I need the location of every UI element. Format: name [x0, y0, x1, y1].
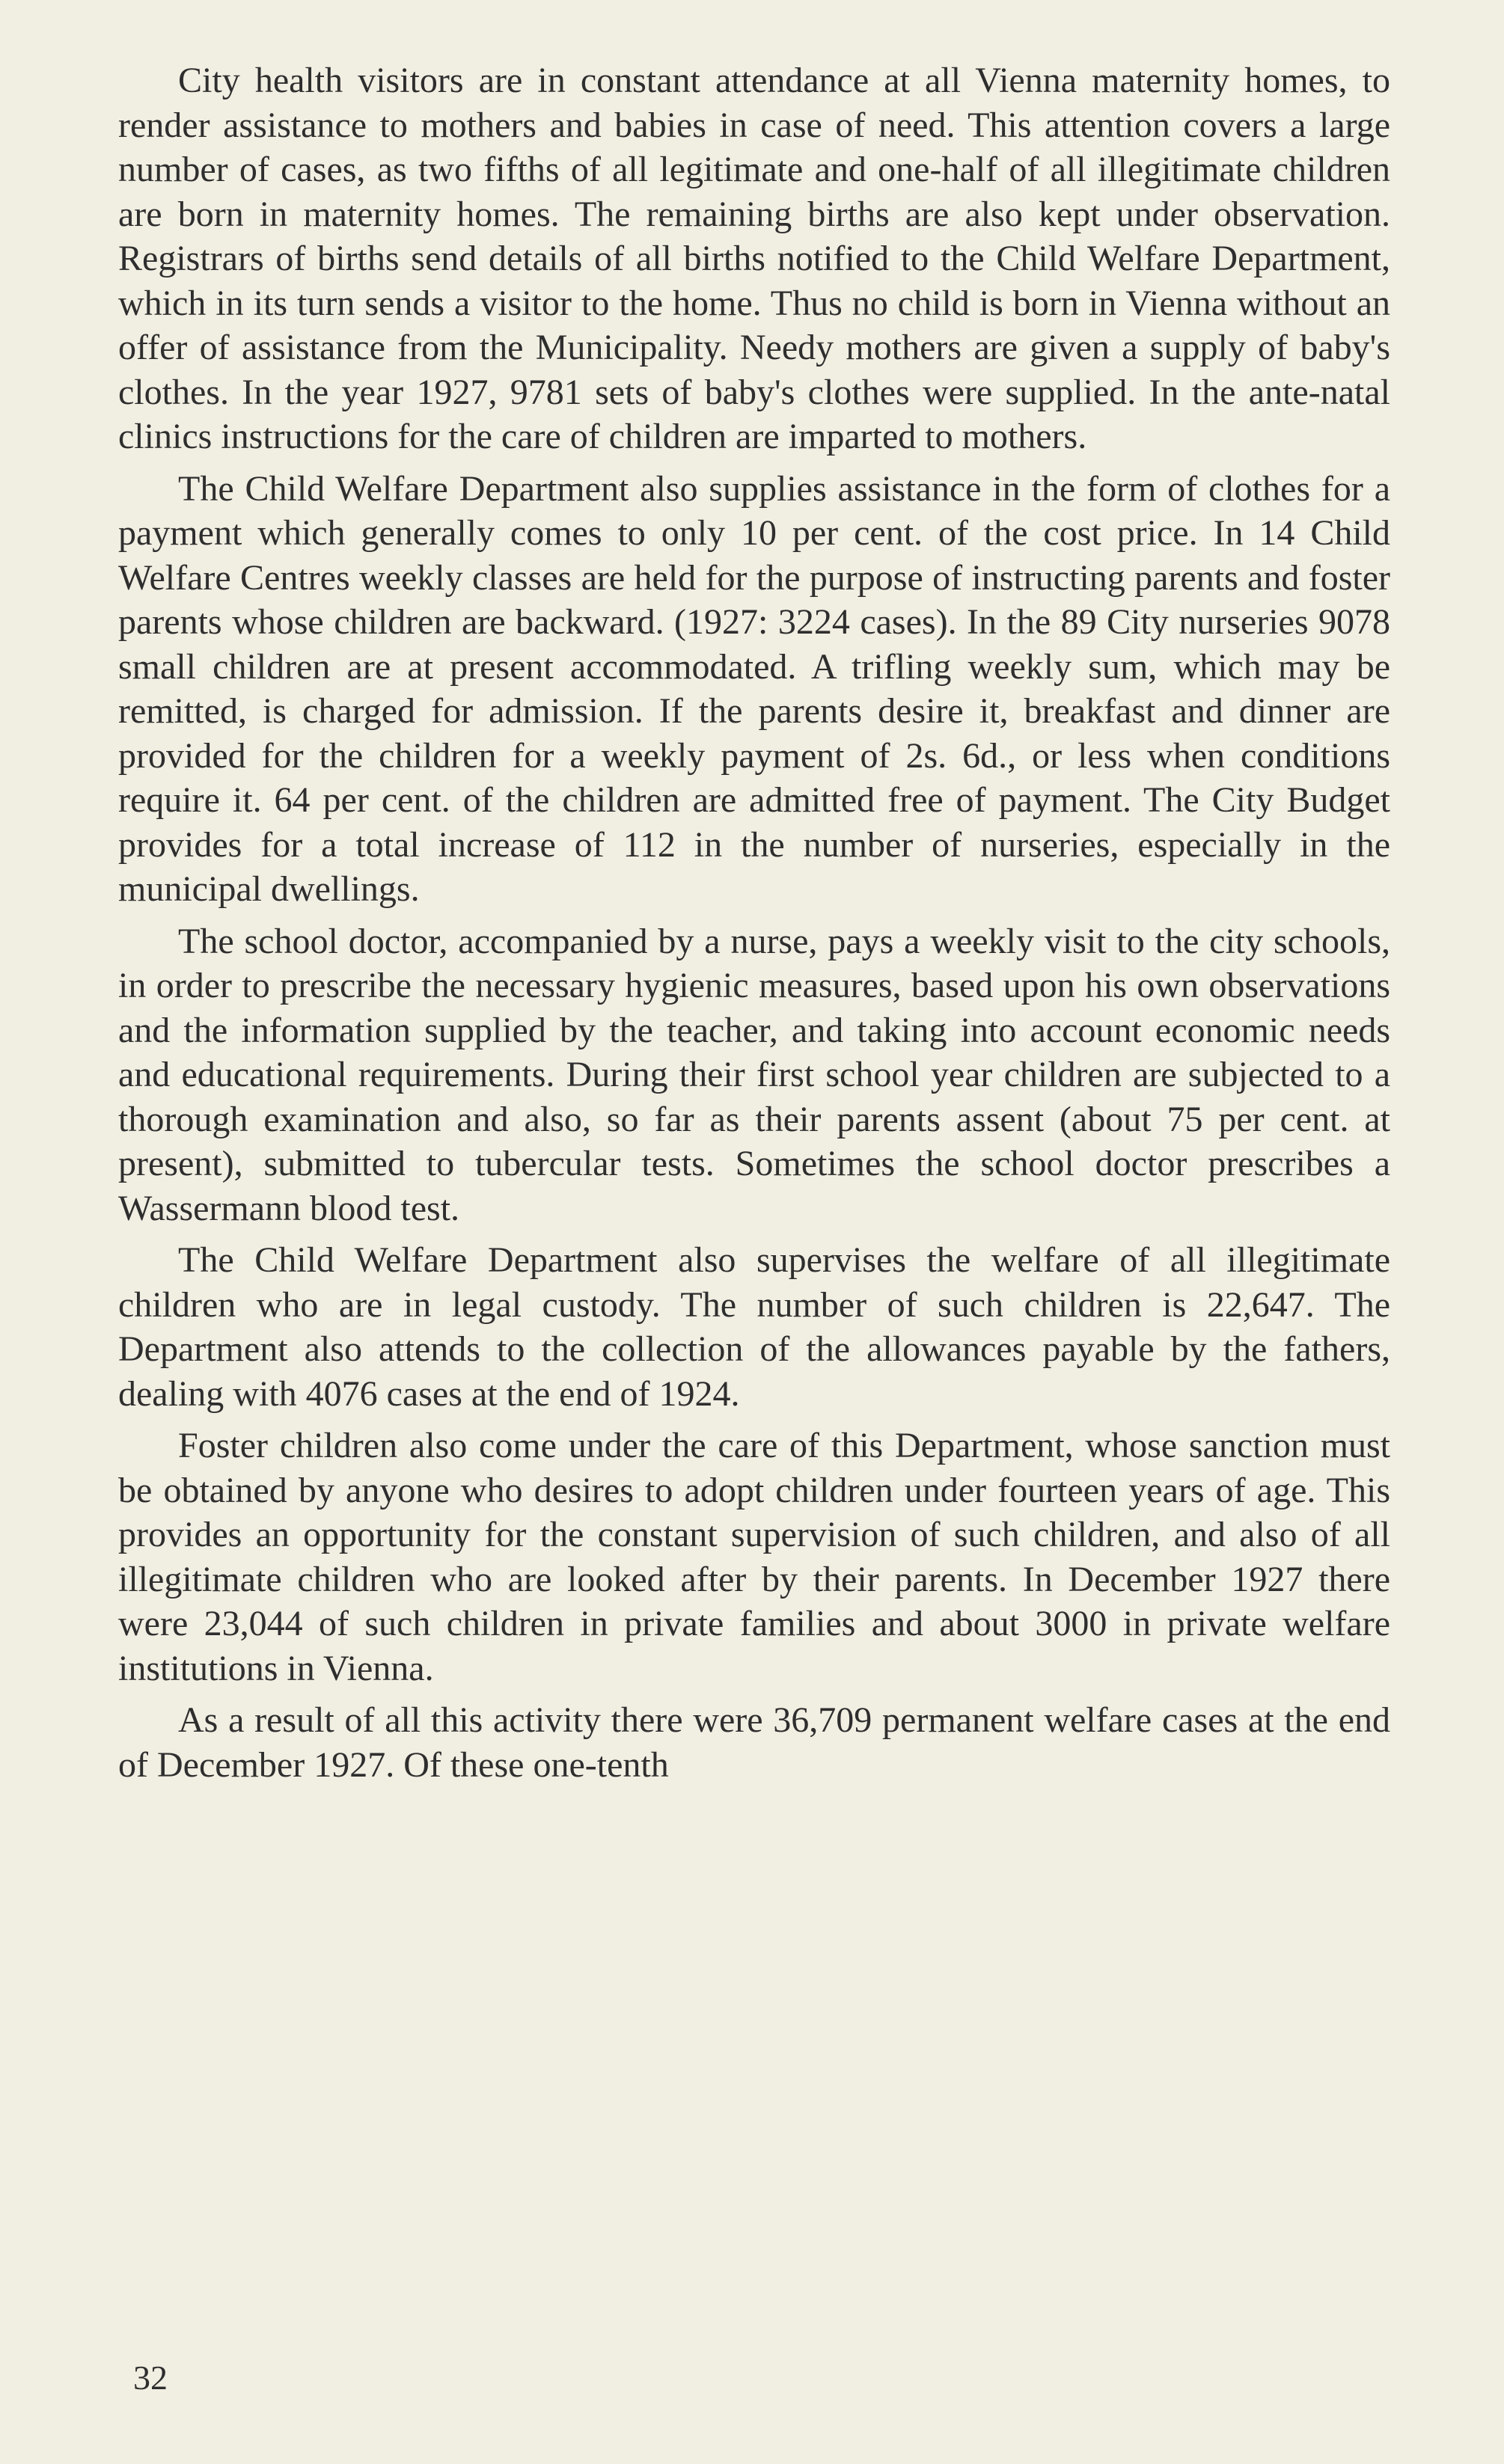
paragraph-maternity-homes: City health visitors are in constant attendance at all Vienna maternity homes, to render assistance to mothers and babies in case of need. This attention covers a large number of cases, as two fifths of all legitimate and one-half of all illegitimate children are born in maternity homes. The remaining births are also kept under observation. Registrars of births send details of all births notified to the Child Welfare Department, which in its turn sends a visitor to the home. Thus no child is born in Vienna without an offer of assistance from the Municipality. Needy mothers are given a supply of baby's clothes. In the year 1927, 9781 sets of baby's clothes were supplied. In the ante-natal clinics instructions for the care of children are imparted to mothers. [118, 61, 1390, 456]
paragraph-clothing-nurseries: The Child Welfare Department also supplies assistance in the form of clothes for a payment which generally comes to only 10 per cent. of the cost price. In 14 Child Welfare Centres weekly classes are held for the purpose of instructing parents and foster parents whose children are backward. (1927: 3224 cases). In the 89 City nurseries 9078 small children are at present accommodated. A trifling weekly sum, which may be remitted, is charged for admission. If the parents desire it, breakfast and dinner are provided for the children for a weekly payment of 2s. 6d., or less when conditions require it. 64 per cent. of the children are admitted free of payment. The City Budget provides for a total increase of 112 in the number of nurseries, especially in the municipal dwellings. [118, 468, 1390, 909]
paragraph-foster-children: Foster children also come under the care of this Department, whose sanction must be obtained by anyone who desires to adopt children under fourteen years of age. This provides an opportunity for the constant supervision of such children, and also of all illegitimate children who are looked after by their parents. In December 1927 there were 23,044 of such children in private families and about 3000 in private welfare institutions in Vienna. [118, 1426, 1390, 1688]
page-body [118, 58, 1390, 1795]
page-number: 32 [133, 2359, 168, 2397]
paragraph-welfare-cases: As a result of all this activity there were 36,709 permanent welfare cases at the end of December 1927. Of these one-tenth [118, 1700, 1390, 1785]
paragraph-school-doctor: The school doctor, accompanied by a nurse, pays a weekly visit to the city schools, in order to prescribe the necessary hygienic measures, based upon his own observations and the information supplied by the teacher, and taking into account economic needs and educational requirements. During their first school year children are subjected to a thorough examination and also, so far as their parents assent (about 75 per cent. at present), submitted to tubercular tests. Sometimes the school doctor prescribes a Wassermann blood test. [118, 921, 1390, 1228]
paragraph-illegitimate-children: The Child Welfare Department also supervises the welfare of all illegitimate children who are in legal custody. The number of such children is 22,647. The Department also attends to the collection of the allowances payable by the fathers, dealing with 4076 cases at the end of 1924. [118, 1240, 1390, 1414]
